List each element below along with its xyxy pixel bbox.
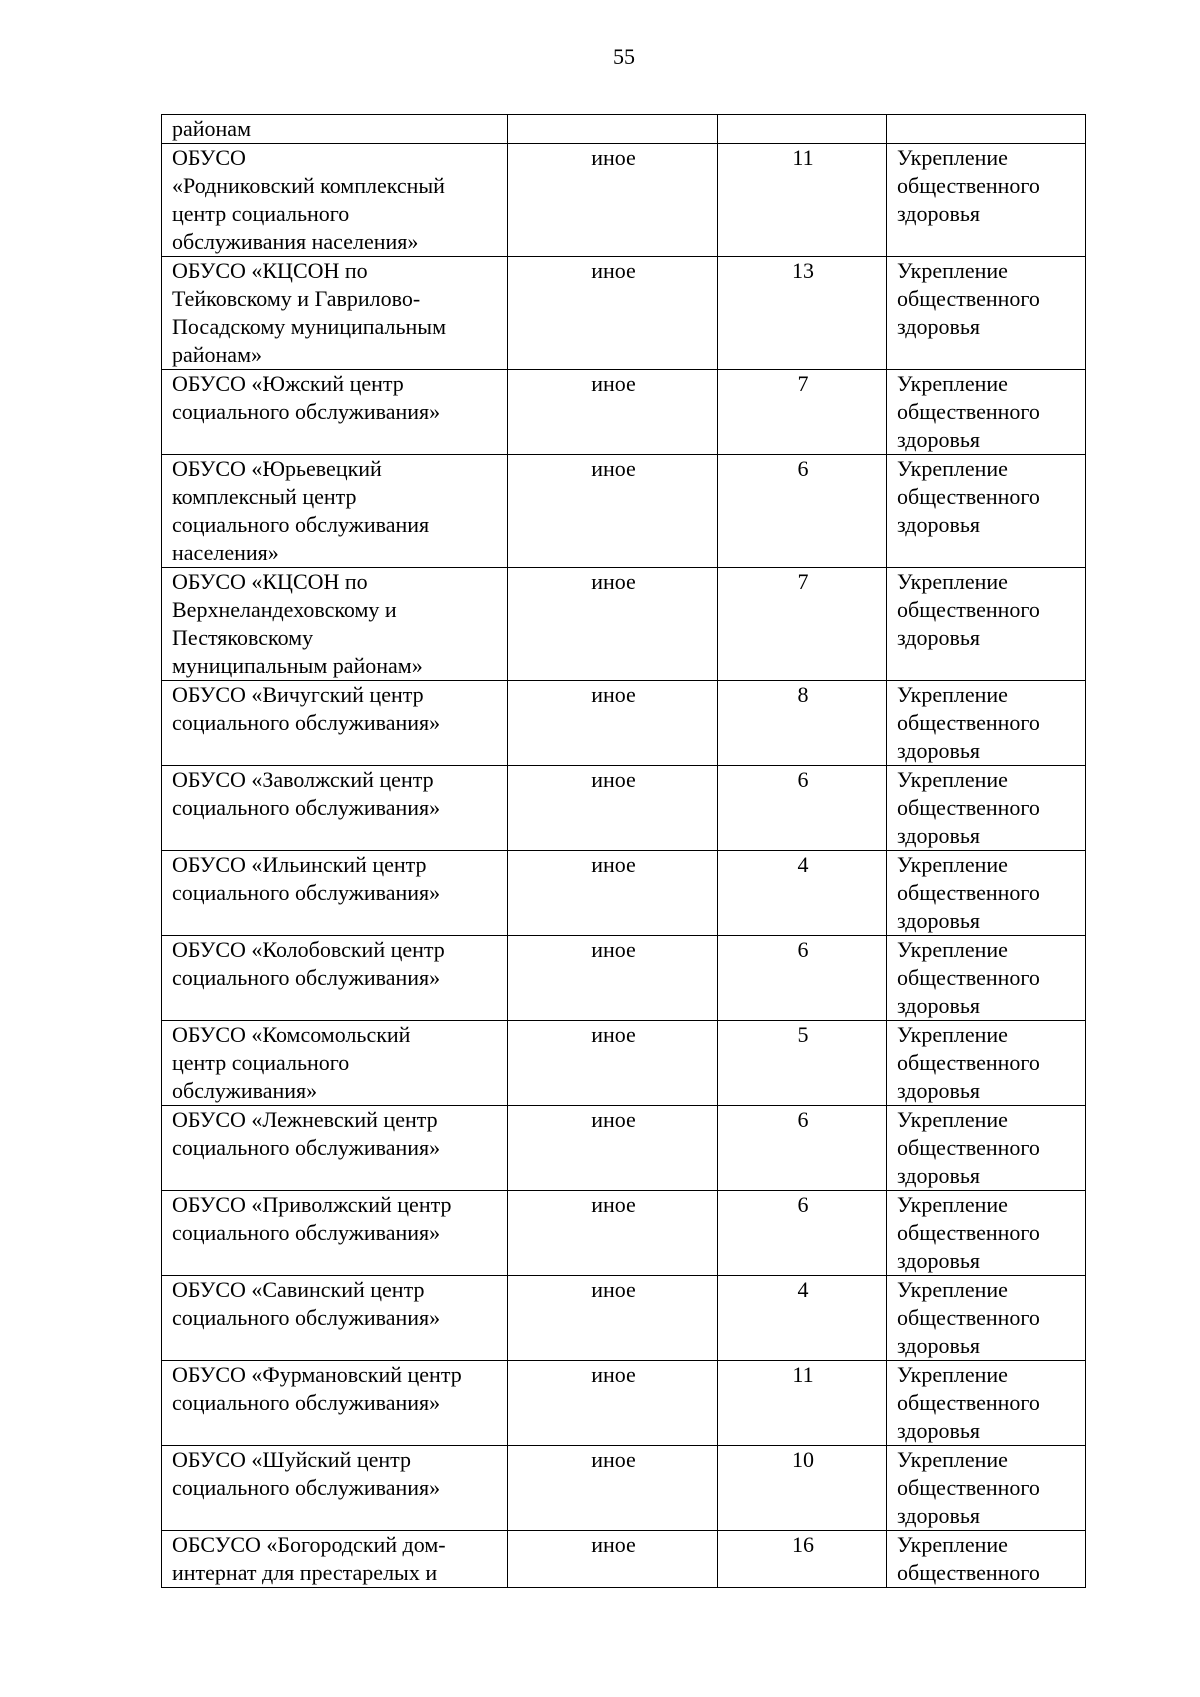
institution-name-cell: районам (162, 115, 508, 144)
count-cell: 10 (718, 1446, 887, 1531)
count-cell: 4 (718, 1276, 887, 1361)
count-cell: 6 (718, 1191, 887, 1276)
institution-name-cell: ОБУСО «Шуйский центр социального обслуживания» (162, 1446, 508, 1531)
goal-cell: Укрепление общественного здоровья (887, 455, 1086, 568)
count-cell: 7 (718, 568, 887, 681)
institution-name-cell: ОБУСО «Савинский центр социального обслуживания» (162, 1276, 508, 1361)
count-cell (718, 115, 887, 144)
type-cell: иное (508, 1531, 718, 1588)
type-cell: иное (508, 1021, 718, 1106)
institution-name-cell: ОБУСО «Ильинский центр социального обслуживания» (162, 851, 508, 936)
goal-cell: Укрепление общественного (887, 1531, 1086, 1588)
goal-cell: Укрепление общественного здоровья (887, 766, 1086, 851)
count-cell: 6 (718, 1106, 887, 1191)
count-cell: 11 (718, 144, 887, 257)
type-cell: иное (508, 766, 718, 851)
table-row (162, 1446, 1086, 1531)
table-row (162, 115, 1086, 144)
institution-name-cell: ОБУСО «Фурмановский центр социального обслуживания» (162, 1361, 508, 1446)
institution-name-cell: ОБУСО «КЦСОН по Тейковскому и Гаврилово- Посадскому муниципальным районам» (162, 257, 508, 370)
type-cell: иное (508, 568, 718, 681)
type-cell: иное (508, 1191, 718, 1276)
type-cell: иное (508, 851, 718, 936)
table-row (162, 1531, 1086, 1588)
type-cell: иное (508, 455, 718, 568)
table-row (162, 1191, 1086, 1276)
table-row (162, 1361, 1086, 1446)
goal-cell: Укрепление общественного здоровья (887, 681, 1086, 766)
table-row (162, 1276, 1086, 1361)
table-row (162, 1021, 1086, 1106)
goal-cell: Укрепление общественного здоровья (887, 1191, 1086, 1276)
count-cell: 4 (718, 851, 887, 936)
goal-cell: Укрепление общественного здоровья (887, 851, 1086, 936)
type-cell (508, 115, 718, 144)
table-row (162, 681, 1086, 766)
table-row (162, 144, 1086, 257)
institution-name-cell: ОБУСО «Вичугский центр социального обслуживания» (162, 681, 508, 766)
table-row (162, 851, 1086, 936)
table-row (162, 455, 1086, 568)
type-cell: иное (508, 1446, 718, 1531)
type-cell: иное (508, 1106, 718, 1191)
institution-name-cell: ОБУСО «Приволжский центр социального обслуживания» (162, 1191, 508, 1276)
institution-name-cell: ОБСУСО «Богородский дом- интернат для престарелых и (162, 1531, 508, 1588)
count-cell: 16 (718, 1531, 887, 1588)
table-row (162, 370, 1086, 455)
table-row (162, 936, 1086, 1021)
goal-cell: Укрепление общественного здоровья (887, 1021, 1086, 1106)
goal-cell: Укрепление общественного здоровья (887, 1106, 1086, 1191)
count-cell: 11 (718, 1361, 887, 1446)
goal-cell: Укрепление общественного здоровья (887, 1276, 1086, 1361)
type-cell: иное (508, 1361, 718, 1446)
goal-cell: Укрепление общественного здоровья (887, 568, 1086, 681)
type-cell: иное (508, 1276, 718, 1361)
institution-name-cell: ОБУСО «Юрьевецкий комплексный центр социального обслуживания населения» (162, 455, 508, 568)
institutions-table (161, 114, 1086, 1588)
goal-cell: Укрепление общественного здоровья (887, 370, 1086, 455)
count-cell: 6 (718, 455, 887, 568)
institution-name-cell: ОБУСО «КЦСОН по Верхнеландеховскому и Пестяковскому муниципальным районам» (162, 568, 508, 681)
type-cell: иное (508, 370, 718, 455)
count-cell: 6 (718, 936, 887, 1021)
table-row (162, 568, 1086, 681)
goal-cell (887, 115, 1086, 144)
count-cell: 8 (718, 681, 887, 766)
type-cell: иное (508, 681, 718, 766)
type-cell: иное (508, 936, 718, 1021)
goal-cell: Укрепление общественного здоровья (887, 1361, 1086, 1446)
institution-name-cell: ОБУСО «Лежневский центр социального обслуживания» (162, 1106, 508, 1191)
count-cell: 7 (718, 370, 887, 455)
type-cell: иное (508, 144, 718, 257)
count-cell: 5 (718, 1021, 887, 1106)
page-number: 55 (613, 44, 635, 69)
goal-cell: Укрепление общественного здоровья (887, 1446, 1086, 1531)
count-cell: 13 (718, 257, 887, 370)
institution-name-cell: ОБУСО «Заволжский центр социального обслуживания» (162, 766, 508, 851)
institution-name-cell: ОБУСО «Колобовский центр социального обслуживания» (162, 936, 508, 1021)
goal-cell: Укрепление общественного здоровья (887, 936, 1086, 1021)
table-row (162, 257, 1086, 370)
table-row (162, 1106, 1086, 1191)
institution-name-cell: ОБУСО «Родниковский комплексный центр социального обслуживания населения» (162, 144, 508, 257)
institution-name-cell: ОБУСО «Комсомольский центр социального обслуживания» (162, 1021, 508, 1106)
goal-cell: Укрепление общественного здоровья (887, 257, 1086, 370)
table-row (162, 766, 1086, 851)
goal-cell: Укрепление общественного здоровья (887, 144, 1086, 257)
institution-name-cell: ОБУСО «Южский центр социального обслуживания» (162, 370, 508, 455)
type-cell: иное (508, 257, 718, 370)
count-cell: 6 (718, 766, 887, 851)
